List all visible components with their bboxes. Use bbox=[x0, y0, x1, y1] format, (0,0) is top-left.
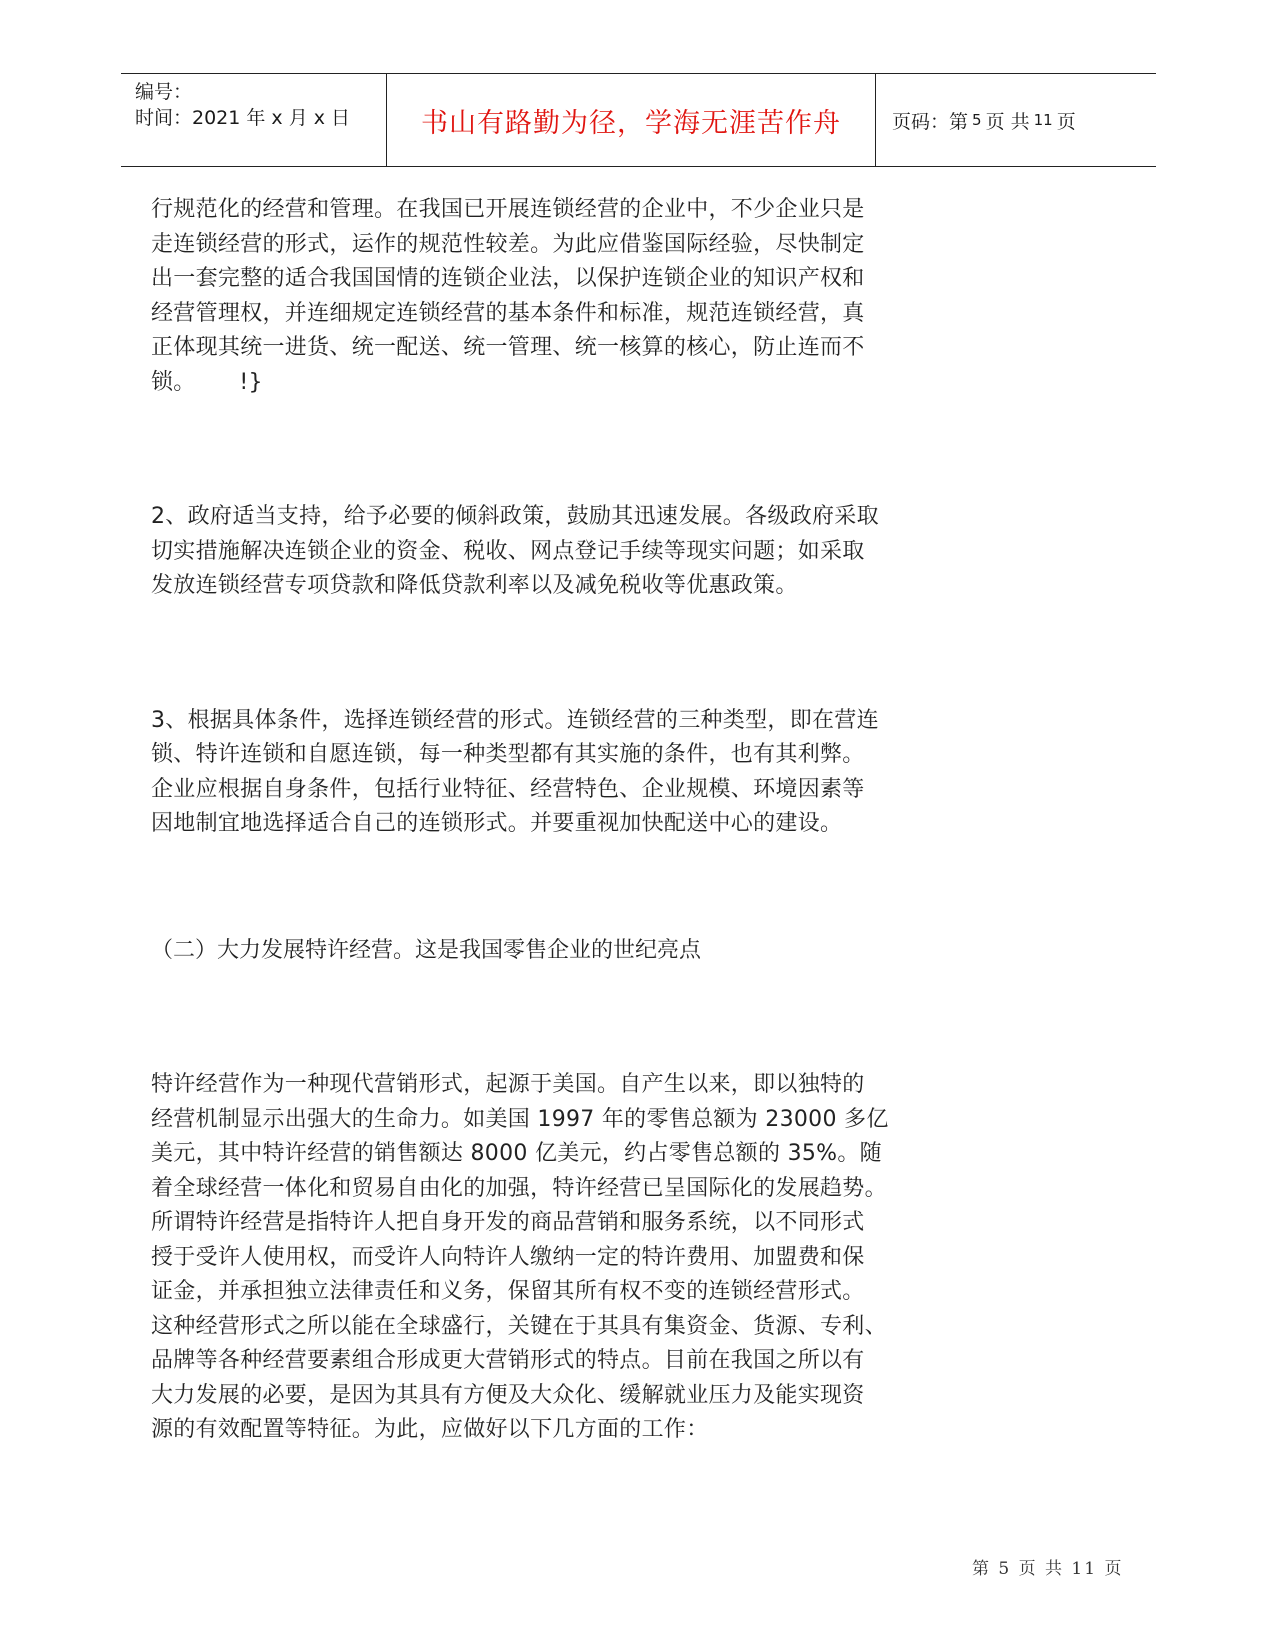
spacer bbox=[151, 842, 981, 934]
section-heading: （二）大力发展特许经营。这是我国零售企业的世纪亮点 bbox=[151, 937, 702, 963]
page-footer: 第 5 页 共 11 页 bbox=[972, 1559, 1124, 1579]
paragraph-4: 特许经营作为一种现代营销形式，起源于美国。自产生以来，即以独特的 经营机制显示出强大的生命力。如美国 1997 年的零售总额为 23000 多亿 美元，其中特许经营的销售额达 8000 亿美元，约占零售总额的 35%。随 着全球经营一体化和贸易自由化的加强，特许经营已呈国际化的发展趋势。 所谓特许经营是指特许人把自身开发的商品营销和服务系统，以不同形式 授于受许人使用权，而受许人向特许人缴纳一定的特许费用、加盟费和保 证金，并承担独立法律责任和义务，保留其所有权不变的连锁经营形式。 这种经营形式之所以能在全球盛行，关键在于其具有集资金、货源、专利、 品牌等各种经营要素组合形成更大营销形式的特点。目前在我国之所以有 大力发展的必要，是因为其具有方便及大众化、缓解就业压力及能实现资 源的有效配置等特征。为此，应做好以下几方面的工作： bbox=[151, 1072, 889, 1442]
paragraph-2: 2、政府适当支持，给予必要的倾斜政策，鼓励其迅速发展。各级政府采取 切实措施解决连锁企业的资金、税收、网点登记手续等现实问题；如采取 发放连锁经营专项贷款和降低贷款利率以及减免税收等优惠政策。 bbox=[151, 504, 879, 598]
page-total: 11 bbox=[1033, 111, 1053, 129]
document-body bbox=[151, 193, 981, 1448]
page-prefix: 页码：第 bbox=[892, 110, 969, 133]
serial-number-label: 编号： bbox=[135, 81, 193, 103]
paragraph-3: 3、根据具体条件，选择连锁经营的形式。连锁经营的三种类型，即在营连 锁、特许连锁和自愿连锁，每一种类型都有其实施的条件，也有其利弊。 企业应根据自身条件，包括行业特征、经营特色、企业规模、环境因素等 因地制宜地选择适合自己的连锁形式。并要重视加快配送中心的建设。 bbox=[151, 707, 879, 836]
header-motto-cell bbox=[386, 74, 876, 166]
page-current: 5 bbox=[972, 111, 982, 129]
document-header bbox=[121, 73, 1156, 167]
paragraph-1: 行规范化的经营和管理。在我国已开展连锁经营的企业中，不少企业只是 走连锁经营的形式，运作的规范性较差。为此应借鉴国际经验，尽快制定 出一套完整的适合我国国情的连锁企业法，以保护连锁企业的知识产权和 经营管理权，并连细规定连锁经营的基本条件和标准，规范连锁经营，真 正体现其统一进货、统一配送、统一管理、统一核算的核心，防止连而不 锁。 !} bbox=[151, 197, 865, 395]
spacer bbox=[151, 604, 981, 704]
page-suffix: 页 bbox=[1056, 110, 1076, 133]
page-mid: 页 共 bbox=[985, 110, 1030, 133]
spacer bbox=[151, 968, 981, 1068]
header-meta bbox=[121, 74, 386, 166]
motto-text: 书山有路勤为径，学海无涯苦作舟 bbox=[421, 107, 841, 139]
header-page-number bbox=[876, 74, 1156, 166]
spacer bbox=[151, 400, 981, 500]
date-label: 时间：2021 年 x 月 x 日 bbox=[135, 107, 351, 129]
